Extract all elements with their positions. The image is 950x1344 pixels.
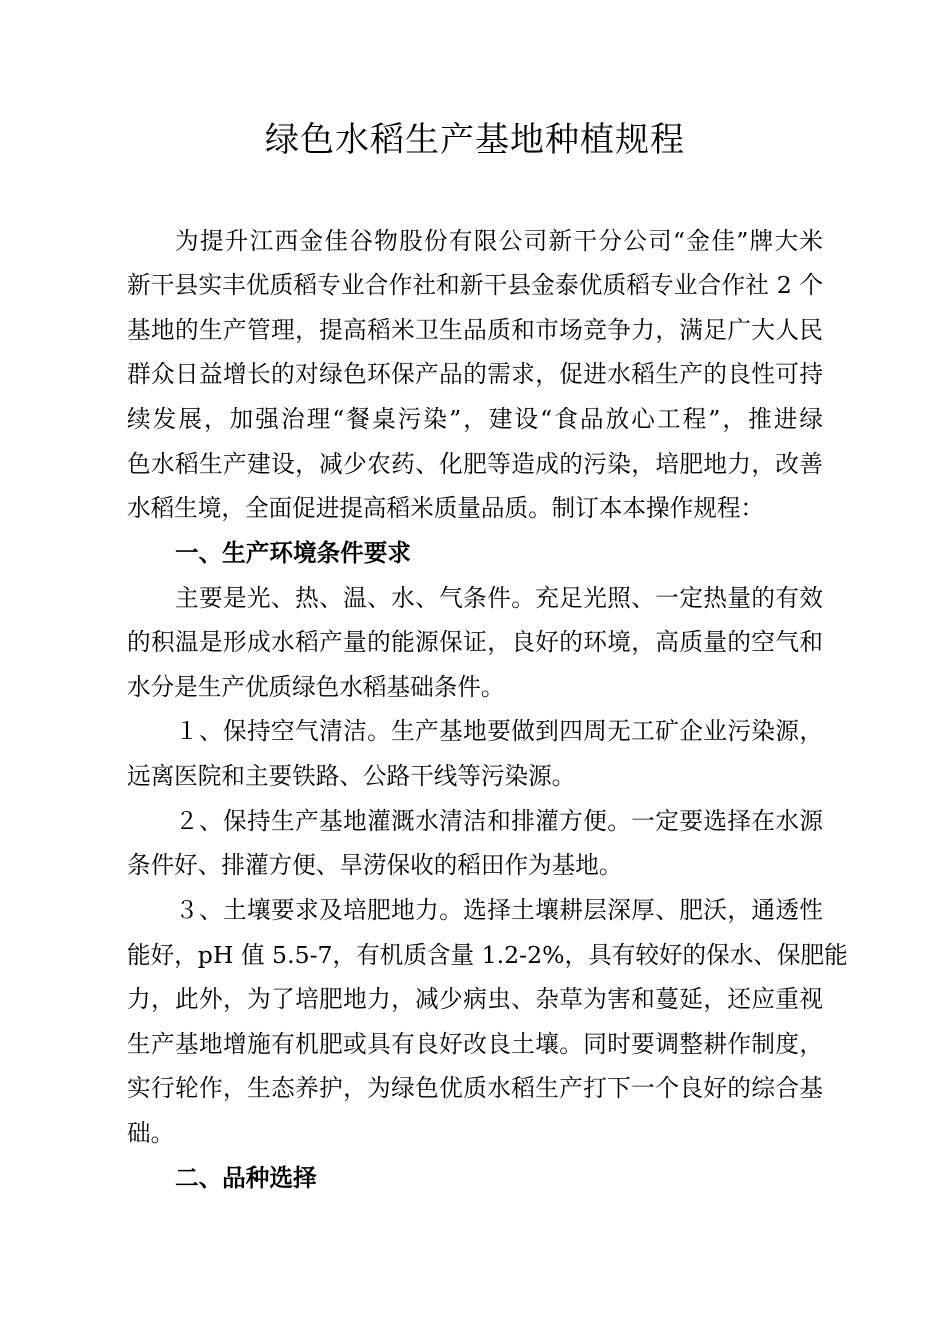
section-heading: 一、生产环境条件要求	[175, 539, 411, 567]
text-line: 生产基地增施有机肥或具有良好改良土壤。同时要调整耕作制度，	[127, 1030, 823, 1058]
text-line: １、保持空气清洁。生产基地要做到四周无工矿企业污染源，	[175, 717, 823, 745]
text-line: 水稻生境，全面促进提高稻米质量品质。制订本本操作规程：	[127, 494, 765, 522]
text-line: 续发展，加强治理“餐桌污染”，建设“食品放心工程”，推进绿	[127, 405, 823, 433]
text-line: 远离医院和主要铁路、公路干线等污染源。	[127, 762, 576, 790]
text-line: 实行轮作，生态养护，为绿色优质水稻生产打下一个良好的综合基	[127, 1074, 823, 1102]
text-line: 条件好、排灌方便、旱涝保收的稻田作为基地。	[127, 851, 623, 879]
text-line: 力，此外，为了培肥地力，减少病虫、杂草为害和蔓延，还应重视	[127, 985, 823, 1013]
text-line: 主要是光、热、温、水、气条件。充足光照、一定热量的有效	[175, 584, 823, 612]
section-heading: 二、品种选择	[175, 1164, 317, 1192]
text-line: ２、保持生产基地灌溉水清洁和排灌方便。一定要选择在水源	[175, 807, 823, 835]
document-title: 绿色水稻生产基地种植规程	[265, 120, 685, 160]
text-line: 水分是生产优质绿色水稻基础条件。	[127, 673, 505, 701]
text-line: 为提升江西金佳谷物股份有限公司新干分公司“金佳”牌大米	[175, 227, 823, 255]
text-line: 基地的生产管理，提高稻米卫生品质和市场竞争力，满足广大人民	[127, 316, 823, 344]
text-line: 新干县实丰优质稻专业合作社和新干县金泰优质稻专业合作社 2 个	[127, 271, 823, 299]
text-line: 能好，pH 值 5.5-7，有机质含量 1.2-2%，具有较好的保水、保肥能	[127, 941, 848, 969]
text-line: 的积温是形成水稻产量的能源保证，良好的环境，高质量的空气和	[127, 628, 823, 656]
text-line: 色水稻生产建设，减少农药、化肥等造成的污染，培肥地力，改善	[127, 450, 823, 478]
text-line: 础。	[127, 1119, 175, 1147]
text-line: ３、土壤要求及培肥地力。选择土壤耕层深厚、肥沃，通透性	[175, 896, 823, 924]
text-line: 群众日益增长的对绿色环保产品的需求，促进水稻生产的良性可持	[127, 360, 823, 388]
